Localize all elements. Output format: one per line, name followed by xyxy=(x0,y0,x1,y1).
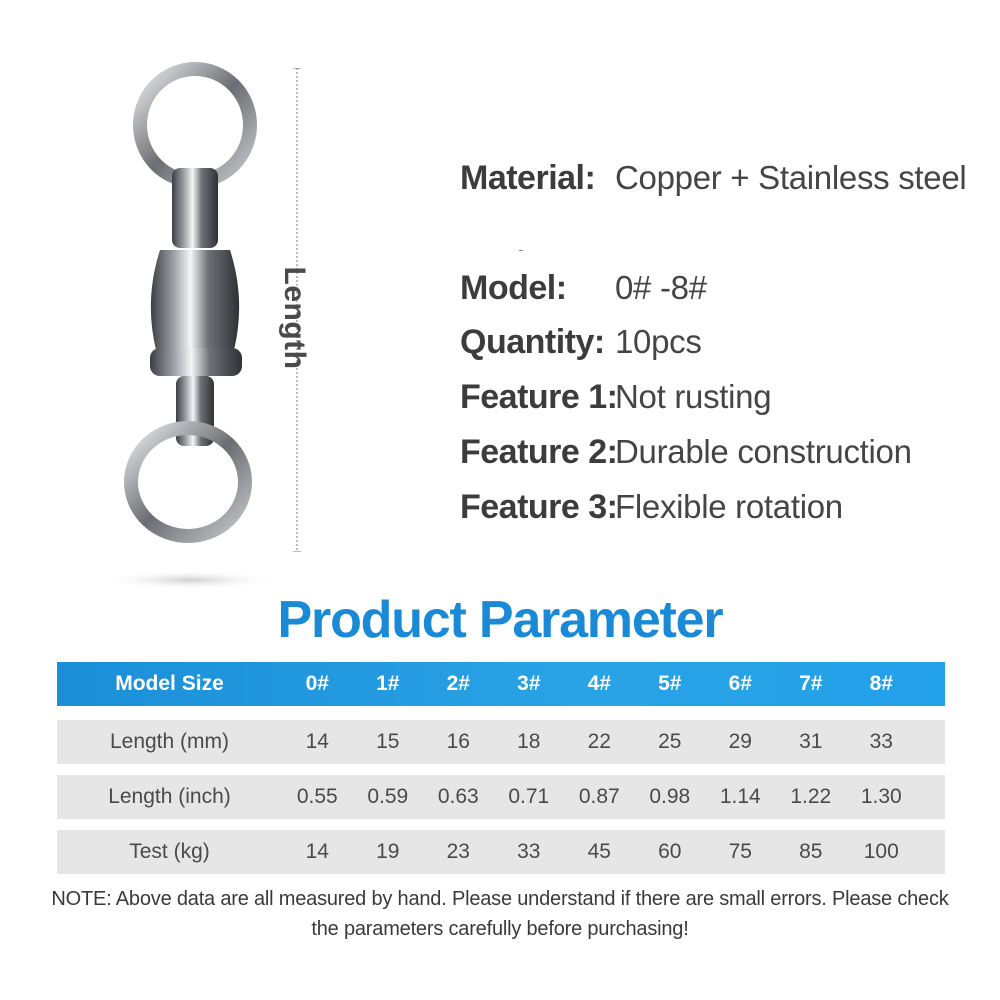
table-header-cell: 3# xyxy=(517,672,541,695)
table-row-label: Length (mm) xyxy=(109,730,230,753)
table-row-label: Test (kg) xyxy=(129,840,210,863)
table-cell: 31 xyxy=(799,730,823,753)
table-cell: 60 xyxy=(658,840,682,863)
table-cell: 85 xyxy=(799,840,823,863)
table-cell: 14 xyxy=(305,840,329,863)
table-cell: 15 xyxy=(376,730,400,753)
spec-key: Quantity: xyxy=(460,323,605,361)
spec-value: 0# -8# xyxy=(615,269,707,306)
table-cell: 25 xyxy=(658,730,682,753)
note-text xyxy=(40,884,960,944)
table-cell: 0.87 xyxy=(578,785,620,808)
table-row-label: Length (inch) xyxy=(108,785,231,808)
divider-mark xyxy=(519,250,523,251)
table-cell: 0.71 xyxy=(508,785,550,808)
table-header-label: Model Size xyxy=(115,672,224,695)
spec-key: Feature 2: xyxy=(460,433,618,471)
swivel-product-image xyxy=(100,60,300,600)
top-ring xyxy=(140,69,250,181)
spec-row-model xyxy=(460,266,707,310)
table-header-cell: 0# xyxy=(305,672,329,695)
table-cell: 0.63 xyxy=(437,785,479,808)
table-cell: 14 xyxy=(305,730,329,753)
table-cell: 33 xyxy=(517,840,541,863)
table-row xyxy=(57,830,945,874)
table-cell: 1.14 xyxy=(719,785,761,808)
spec-list xyxy=(460,0,990,540)
spec-key: Model: xyxy=(460,269,567,307)
table-cell: 100 xyxy=(863,840,899,863)
note-line-2: the parameters carefully before purchasing! xyxy=(311,918,689,940)
table-cell: 16 xyxy=(446,730,470,753)
table-cell: 1.22 xyxy=(790,785,832,808)
table-header-cell: 4# xyxy=(587,672,611,695)
table-cell: 0.98 xyxy=(649,785,691,808)
spec-value: 10pcs xyxy=(615,323,702,360)
table-cell: 19 xyxy=(376,840,400,863)
table-row xyxy=(57,720,945,764)
spec-row-quantity xyxy=(460,320,702,364)
table-row xyxy=(57,775,945,819)
table-cell: 22 xyxy=(587,730,611,753)
spec-row-material xyxy=(460,156,966,200)
spec-value: Copper + Stainless steel xyxy=(615,159,967,196)
spec-row-feature-2 xyxy=(460,430,912,474)
table-header-cell: 5# xyxy=(658,672,682,695)
table-header-cell: 2# xyxy=(446,672,470,695)
table-cell: 18 xyxy=(517,730,541,753)
spec-key: Feature 1: xyxy=(460,378,618,416)
spec-row-feature-3 xyxy=(460,485,843,529)
table-cell: 0.59 xyxy=(367,785,409,808)
table-cell: 0.55 xyxy=(296,785,338,808)
spec-value: Not rusting xyxy=(615,378,772,415)
table-cell: 33 xyxy=(869,730,893,753)
table-cell: 29 xyxy=(728,730,752,753)
spec-key: Material: xyxy=(460,159,596,197)
swivel-barrel xyxy=(151,250,239,350)
table-cell: 75 xyxy=(728,840,752,863)
table-header-cell: 6# xyxy=(728,672,752,695)
table-header-cell: 8# xyxy=(869,672,893,695)
note-line-1: NOTE: Above data are all measured by hand. Please understand if there are small errors. Please check xyxy=(51,888,949,910)
table-header-cell: 7# xyxy=(799,672,823,695)
table-header-row xyxy=(57,662,945,706)
length-label: Length xyxy=(278,266,311,370)
table-cell: 1.30 xyxy=(860,785,902,808)
spec-row-feature-1 xyxy=(460,375,771,419)
table-header-cell: 1# xyxy=(376,672,400,695)
spec-key: Feature 3: xyxy=(460,488,618,526)
top-shaft xyxy=(172,168,218,248)
table-cell: 23 xyxy=(446,840,470,863)
table-cell: 45 xyxy=(587,840,611,863)
spec-value: Durable construction xyxy=(615,433,912,470)
spec-value: Flexible rotation xyxy=(615,488,843,525)
section-title: Product Parameter xyxy=(277,591,723,649)
